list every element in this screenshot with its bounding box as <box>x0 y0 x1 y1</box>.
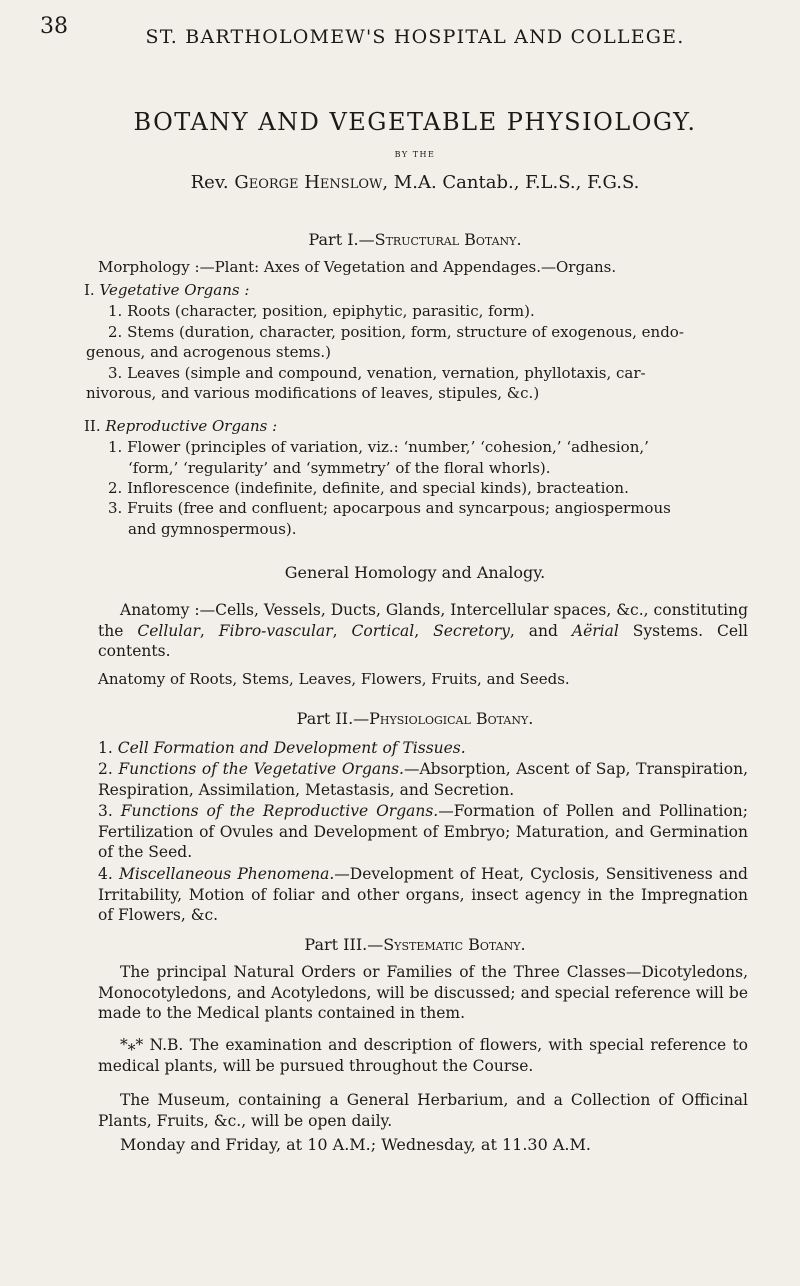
reproductive-item: 1. Flower (principles of variation, viz.: ‘number,’ ‘cohesion,’ ‘adhesion,’ <box>108 438 649 456</box>
anatomy-paragraph: Anatomy :—Cells, Vessels, Ducts, Glands, Intercellular spaces, &c., constituting the Cellular, Fibro-vascular, Cortical, Secretory, and Aërial Systems. Cell contents. <box>98 601 748 660</box>
author-name: George Henslow <box>234 172 383 193</box>
course-title: BOTANY AND VEGETABLE PHYSIOLOGY. <box>133 108 697 136</box>
vegetative-item: 1. Roots (character, position, epiphytic, parasitic, form). <box>108 302 535 320</box>
museum-paragraph: The Museum, containing a General Herbarium, and a Collection of Officinal Plants, Fruits, &c., will be open daily. <box>98 1091 748 1130</box>
part-2-item: 2. Functions of the Vegetative Organs.—Absorption, Ascent of Sap, Transpiration, Respiration, Assimilation, Metastasis, and Secretion. <box>98 760 748 799</box>
reproductive-item: 3. Fruits (free and confluent; apocarpous and syncarpous; angiospermous <box>108 499 671 517</box>
author-line <box>85 172 745 193</box>
part-2-item: 3. Functions of the Reproductive Organs.—Formation of Pollen and Pollination; Fertilization of Ovules and Development of Embryo; Maturation, and Germination of the Seed. <box>98 802 748 861</box>
nb-note: *⁎* N.B. The examination and description of flowers, with special reference to medical plants, will be pursued throughout the Course. <box>98 1036 748 1075</box>
part-2-heading: Part II.—Physiological Botany. <box>296 709 534 728</box>
vegetative-heading: I. Vegetative Organs : <box>84 281 250 299</box>
reproductive-item: 2. Inflorescence (indefinite, definite, and special kinds), bracteation. <box>108 479 629 497</box>
vegetative-item: 3. Leaves (simple and compound, venation, vernation, phyllotaxis, car- <box>108 364 646 382</box>
page-number: 38 <box>40 14 68 39</box>
reproductive-item: ‘form,’ ‘regularity’ and ‘symmetry’ of the floral whorls). <box>128 459 551 477</box>
by-line: BY THE <box>394 150 436 159</box>
opening-hours: Monday and Friday, at 10 A.M.; Wednesday, at 11.30 A.M. <box>120 1135 591 1154</box>
part-2-item: 4. Miscellaneous Phenomena.—Development of Heat, Cyclosis, Sensitiveness and Irritability, Motion of foliar and other organs, insect agency in the Impregnation of Flowers, &c. <box>98 865 748 924</box>
reproductive-heading: II. Reproductive Organs : <box>84 417 278 435</box>
anatomy-organs-line: Anatomy of Roots, Stems, Leaves, Flowers, Fruits, and Seeds. <box>98 670 570 688</box>
author-prefix: Rev. <box>190 172 229 193</box>
vegetative-item: genous, and acrogenous stems.) <box>86 343 332 361</box>
part-2-item: 1. Cell Formation and Development of Tissues. <box>98 739 466 757</box>
part-3-heading: Part III.—Systematic Botany. <box>304 935 526 954</box>
author-suffix: , M.A. Cantab., F.L.S., F.G.S. <box>382 172 640 193</box>
homology-heading: General Homology and Analogy. <box>284 563 546 582</box>
part-3-paragraph: The principal Natural Orders or Families of the Three Classes—Dicotyledons, Monocotyledons, and Acotyledons, will be discussed; and special reference will be made to the Medical plants contained in them. <box>98 963 748 1022</box>
vegetative-item: 2. Stems (duration, character, position, form, structure of exogenous, endo- <box>108 323 684 341</box>
part-1-heading: Part I.—Structural Botany. <box>308 230 522 249</box>
vegetative-item: nivorous, and various modifications of leaves, stipules, &c.) <box>86 384 540 402</box>
reproductive-item: and gymnospermous). <box>128 520 297 538</box>
morphology-line: Morphology :—Plant: Axes of Vegetation and Appendages.—Organs. <box>98 258 617 276</box>
running-head: ST. BARTHOLOMEW'S HOSPITAL AND COLLEGE. <box>145 26 685 48</box>
